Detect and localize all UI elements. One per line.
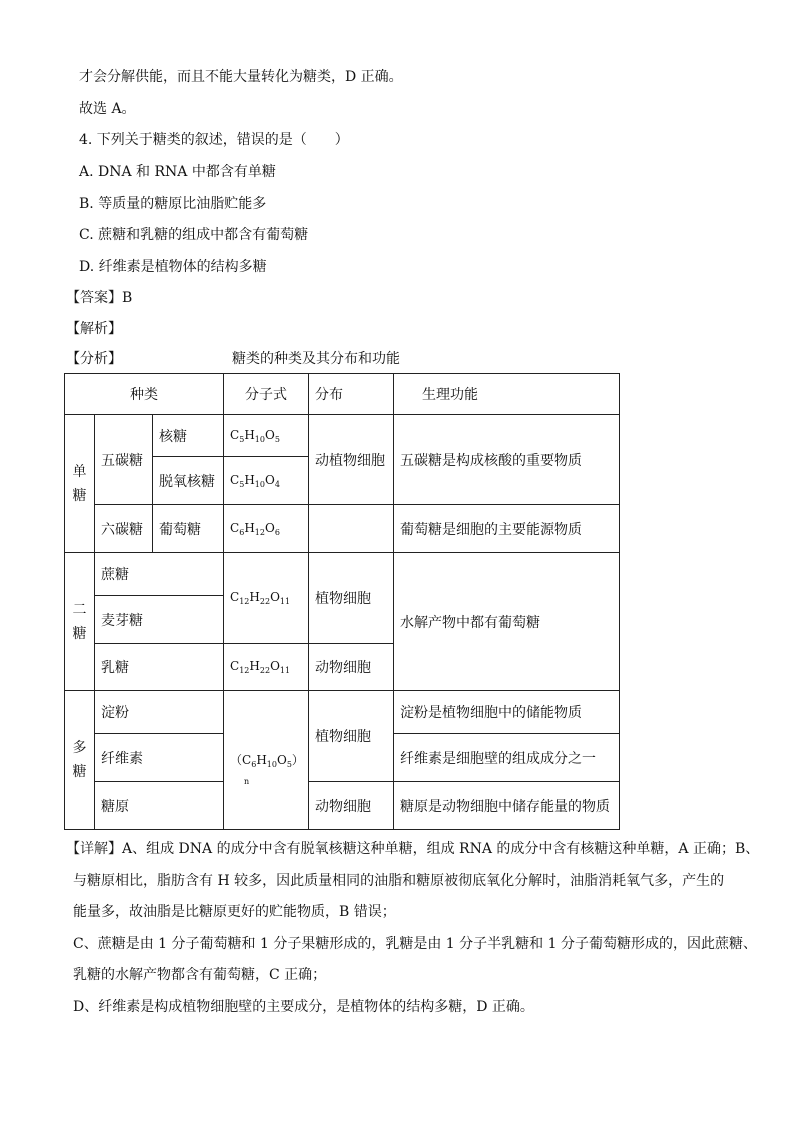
cell-glycogen: 糖原 [95, 782, 224, 830]
header-formula: 分子式 [224, 374, 309, 415]
option-a: A. DNA 和 RNA 中都含有单糖 [79, 164, 276, 180]
cell-mono-dist: 动植物细胞 [309, 415, 394, 505]
formula-polysaccharide: $(C_6H_{10}O_5)$ n [224, 691, 309, 830]
analysis-tag: 【解析】 [66, 321, 122, 337]
option-c: C. 蔗糖和乳糖的组成中都含有葡萄糖 [79, 227, 309, 243]
text-line: 故选 A。 [79, 101, 136, 117]
detail-tag: 【详解】 [66, 841, 122, 857]
cell-di-animal: 动物细胞 [309, 644, 394, 691]
option-b: B. 等质量的糖原比油脂贮能多 [79, 196, 267, 212]
detail-line: C、蔗糖是由 1 分子葡萄糖和 1 分子果糖形成的，乳糖是由 1 分子半乳糖和 1 分子葡萄糖形成的，因此蔗糖、 [73, 936, 757, 952]
cell-cellulose: 纤维素 [95, 734, 224, 782]
table-row [65, 553, 620, 596]
group-mono: 单 糖 [65, 415, 95, 553]
answer-tag: 【答案】 [66, 290, 122, 306]
header-function: 生理功能 [394, 374, 620, 415]
formula-ribose: $C_5H_{10}O_5$ [224, 415, 309, 457]
detail-line: 能量多，故油脂是比糖原更好的贮能物质，B 错误； [73, 904, 396, 920]
header-distribution: 分布 [309, 374, 394, 415]
answer-line [66, 289, 132, 307]
cell-maltose: 麦芽糖 [95, 596, 224, 644]
formula-deoxyribose: $C_5H_{10}O_4$ [224, 457, 309, 505]
sugar-table [64, 373, 620, 830]
cell-deoxyribose: 脱氧核糖 [153, 457, 224, 505]
cell-glucose-func: 葡萄糖是细胞的主要能源物质 [394, 505, 620, 553]
cell-starch-func: 淀粉是植物细胞中的储能物质 [394, 691, 620, 734]
cell-sucrose: 蔗糖 [95, 553, 224, 596]
option-d: D. 纤维素是植物体的结构多糖 [79, 259, 267, 275]
cell-di-func: 水解产物中都有葡萄糖 [394, 553, 620, 691]
cell-di-plant: 植物细胞 [309, 553, 394, 644]
cell-hexose: 六碳糖 [95, 505, 153, 553]
group-di: 二 糖 [65, 553, 95, 691]
cell-pentose: 五碳糖 [95, 415, 153, 505]
answer-value: B [122, 290, 133, 306]
fenxi-tag: 【分析】 [66, 351, 122, 367]
cell-ribose: 核糖 [153, 415, 224, 457]
cell-starch: 淀粉 [95, 691, 224, 734]
question-stem: 4. 下列关于糖类的叙述，错误的是（ ） [79, 132, 349, 148]
detail-line: 乳糖的水解产物都含有葡萄糖，C 正确； [73, 967, 327, 983]
detail-line: 【详解】A、组成 DNA 的成分中含有脱氧核糖这种单糖，组成 RNA 的成分中含有核糖这种单糖，A 正确；B、 [66, 841, 760, 857]
cell-pentose-func: 五碳糖是构成核酸的重要物质 [394, 415, 620, 505]
cell-glycogen-func: 糖原是动物细胞中储存能量的物质 [394, 782, 620, 830]
header-kind: 种类 [65, 374, 224, 415]
cell-poly-animal: 动物细胞 [309, 782, 394, 830]
cell-glucose: 葡萄糖 [153, 505, 224, 553]
cell-lactose: 乳糖 [95, 644, 224, 691]
formula-glucose: $C_6H_{12}O_6$ [224, 505, 309, 553]
cell-cellulose-func: 纤维素是细胞壁的组成成分之一 [394, 734, 620, 782]
table-row [65, 415, 620, 457]
text-line: 才会分解供能，而且不能大量转化为糖类，D 正确。 [79, 69, 403, 85]
formula-lactose: $C_{12}H_{22}O_{11}$ [224, 644, 309, 691]
group-poly: 多 糖 [65, 691, 95, 830]
table-header-row [65, 374, 620, 415]
cell-hexose-dist [309, 505, 394, 553]
table-row [65, 505, 620, 553]
detail-line: 与糖原相比，脂肪含有 H 较多，因此质量相同的油脂和糖原被彻底氧化分解时，油脂消耗氧气多，产生的 [73, 873, 725, 889]
cell-poly-plant: 植物细胞 [309, 691, 394, 782]
detail-line: D、纤维素是构成植物细胞壁的主要成分，是植物体的结构多糖，D 正确。 [73, 999, 534, 1015]
table-row [65, 691, 620, 734]
table-title: 糖类的种类及其分布和功能 [232, 351, 400, 367]
formula-disaccharide: $C_{12}H_{22}O_{11}$ [224, 553, 309, 644]
table-row [65, 782, 620, 830]
